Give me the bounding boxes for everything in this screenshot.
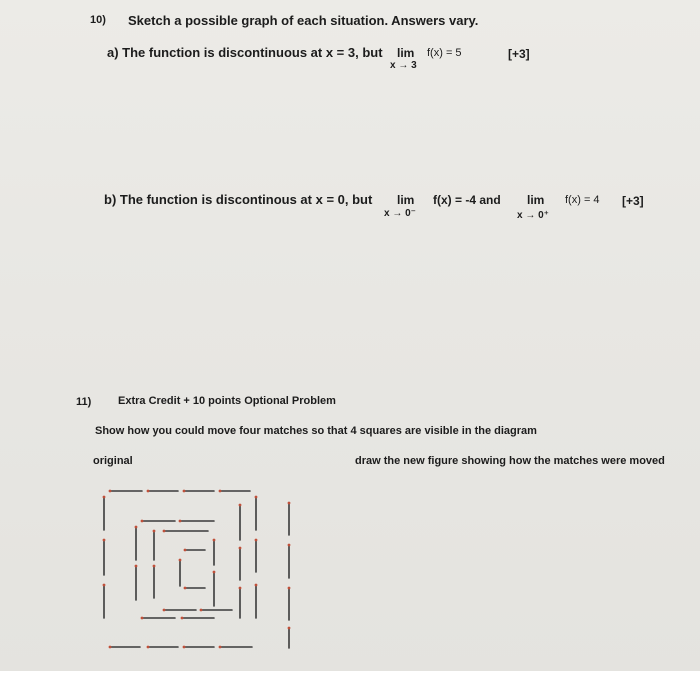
- match-head: [213, 571, 216, 574]
- match-head: [181, 617, 184, 620]
- match-head: [255, 539, 258, 542]
- match-head: [213, 539, 216, 542]
- match-head: [141, 617, 144, 620]
- match-head: [255, 584, 258, 587]
- original-label: original: [93, 455, 133, 467]
- match-head: [183, 646, 186, 649]
- question-10-number: 10): [90, 14, 106, 26]
- match-head: [239, 547, 242, 550]
- match-head: [288, 627, 291, 630]
- match-head: [288, 502, 291, 505]
- question-11-number: 11): [76, 396, 92, 408]
- part-b-subscript-left: x → 0⁻: [384, 208, 416, 219]
- part-a-points: [+3]: [508, 47, 530, 61]
- match-head: [219, 646, 222, 649]
- match-head: [239, 504, 242, 507]
- match-head: [163, 530, 166, 533]
- match-head: [239, 587, 242, 590]
- part-a-text: a) The function is discontinuous at x = 3, but: [107, 45, 383, 60]
- match-head: [153, 565, 156, 568]
- match-head: [153, 530, 156, 533]
- part-b-lim-right: lim: [527, 193, 545, 207]
- match-head: [109, 490, 112, 493]
- match-head: [179, 520, 182, 523]
- question-10-prompt: Sketch a possible graph of each situation. Answers vary.: [128, 13, 479, 28]
- match-head: [200, 609, 203, 612]
- part-b-expression-right: f(x) = 4: [565, 194, 600, 206]
- match-head: [103, 584, 106, 587]
- page-bottom-edge: [0, 671, 700, 681]
- part-b-expression-left: f(x) = -4 and: [433, 193, 501, 207]
- match-head: [288, 544, 291, 547]
- match-head: [183, 490, 186, 493]
- part-a-subscript: x → 3: [390, 60, 417, 71]
- match-head: [288, 587, 291, 590]
- match-head: [103, 539, 106, 542]
- question-11-prompt: Show how you could move four matches so that 4 squares are visible in the diagram: [95, 425, 537, 437]
- part-a-lim: lim: [397, 46, 415, 60]
- part-a-expression: f(x) = 5: [427, 47, 462, 59]
- question-11-title: Extra Credit + 10 points Optional Problem: [118, 395, 336, 407]
- match-head: [179, 559, 182, 562]
- part-b-lim-left: lim: [397, 193, 415, 207]
- match-head: [147, 490, 150, 493]
- match-head: [135, 565, 138, 568]
- match-head: [184, 549, 187, 552]
- match-head: [163, 609, 166, 612]
- match-head: [135, 526, 138, 529]
- part-b-points: [+3]: [622, 194, 644, 208]
- part-b-subscript-right: x → 0⁺: [517, 210, 549, 221]
- match-head: [141, 520, 144, 523]
- match-head: [109, 646, 112, 649]
- match-head: [219, 490, 222, 493]
- match-head: [103, 496, 106, 499]
- part-b-text: b) The function is discontinous at x = 0, but: [104, 192, 373, 207]
- match-head: [255, 496, 258, 499]
- match-head: [147, 646, 150, 649]
- draw-new-figure-label: draw the new figure showing how the matches were moved: [355, 455, 665, 467]
- match-head: [184, 587, 187, 590]
